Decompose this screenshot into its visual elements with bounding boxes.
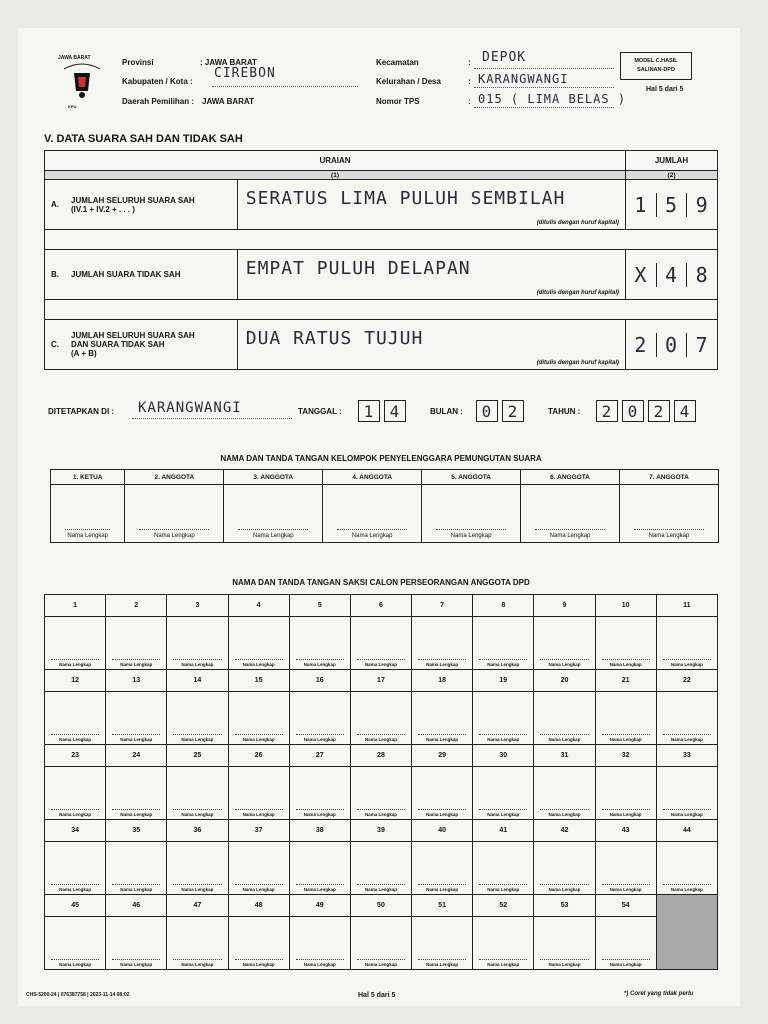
saksi-sign-cell[interactable] [167, 917, 228, 970]
row-c-digit-3[interactable]: 7 [695, 332, 709, 357]
saksi-number: 14 [167, 670, 228, 692]
saksi-sign-cell[interactable] [656, 617, 717, 670]
nama-lengkap-label: Nama Lengkap [181, 662, 214, 667]
kelurahan-value: KARANGWANGI [478, 72, 569, 86]
kabupaten-label: Kabupaten / Kota : [122, 77, 193, 86]
saksi-number: 38 [289, 820, 350, 842]
kpps-sign-5[interactable] [422, 485, 521, 543]
suara-table [44, 150, 718, 370]
nama-lengkap-label: Nama Lengkap [426, 887, 459, 892]
nama-lengkap-label: Nama Lengkap [181, 887, 214, 892]
row-a-label [45, 180, 238, 230]
nama-lengkap-label: Nama Lengkap [487, 737, 520, 742]
saksi-sign-cell[interactable] [595, 692, 656, 745]
row-b-digits [626, 250, 718, 300]
row-c-note: (ditulis dengan huruf kapital) [536, 360, 620, 366]
row-b-digit-3[interactable]: 8 [695, 262, 709, 287]
kpps-col-4: 4. ANGGOTA [323, 470, 422, 485]
footer-note: *) Coret yang tidak perlu [624, 991, 694, 997]
nama-lengkap-label: Nama Lengkap [242, 962, 275, 967]
saksi-sign-cell[interactable] [412, 617, 473, 670]
nama-lengkap-label: Nama Lengkap [242, 812, 275, 817]
nama-lengkap-label: Nama Lengkap [609, 737, 642, 742]
footer-page: Hal 5 dari 5 [358, 992, 396, 999]
saksi-sign-cell[interactable] [106, 767, 167, 820]
saksi-sign-cell[interactable] [534, 692, 595, 745]
nama-lengkap-label: Nama Lengkap [59, 737, 92, 742]
row-c-words-field[interactable] [237, 320, 625, 370]
saksi-sign-cell[interactable] [412, 692, 473, 745]
nama-lengkap-label: Nama Lengkap [487, 812, 520, 817]
saksi-number: 39 [350, 820, 411, 842]
saksi-sign-cell[interactable] [289, 767, 350, 820]
saksi-number: 19 [473, 670, 534, 692]
kelurahan-label: Kelurahan / Desa [376, 77, 441, 86]
saksi-number: 22 [656, 670, 717, 692]
row-b-words-field[interactable] [237, 250, 625, 300]
row-a-digit-3[interactable]: 9 [695, 192, 709, 217]
nama-lengkap-label: Nama Lengkap [670, 737, 703, 742]
saksi-sign-cell[interactable] [595, 767, 656, 820]
saksi-sign-cell[interactable] [350, 617, 411, 670]
saksi-sign-cell[interactable] [167, 842, 228, 895]
form-page [18, 28, 740, 1006]
row-c-label [45, 320, 238, 370]
row-c-letter: C. [51, 339, 59, 349]
row-b [45, 250, 718, 300]
saksi-number: 23 [45, 745, 106, 767]
bulan-digit-2[interactable]: 2 [502, 400, 524, 422]
saksi-number: 52 [473, 895, 534, 917]
nama-lengkap-label: Nama Lengkap [364, 812, 397, 817]
kecamatan-label: Kecamatan [376, 58, 419, 67]
nama-lengkap-label: Nama Lengkap [59, 962, 92, 967]
saksi-number: 48 [228, 895, 289, 917]
saksi-sign-cell[interactable] [228, 842, 289, 895]
row-b-label-1: JUMLAH SUARA TIDAK SAH [71, 270, 181, 279]
nama-lengkap-label: Nama Lengkap [548, 812, 581, 817]
saksi-sign-cell[interactable] [45, 617, 106, 670]
provinsi-label: Provinsi [122, 58, 154, 67]
saksi-number: 44 [656, 820, 717, 842]
saksi-sign-cell[interactable] [350, 917, 411, 970]
saksi-number: 13 [106, 670, 167, 692]
kpps-title: NAMA DAN TANDA TANGAN KELOMPOK PENYELENGGARA PEMUNGUTAN SUARA [220, 454, 542, 463]
saksi-sign-cell[interactable] [350, 767, 411, 820]
nama-lengkap-label: Nama Lengkap [242, 737, 275, 742]
ditetapkan-dots [132, 418, 292, 419]
saksi-sign-cell[interactable] [289, 617, 350, 670]
row-c-label-1: JUMLAH SELURUH SUARA SAH [71, 331, 195, 340]
kpps-sign-3[interactable] [224, 485, 323, 543]
tanggal-label: TANGGAL : [298, 407, 342, 416]
section-title: V. DATA SUARA SAH DAN TIDAK SAH [44, 133, 243, 145]
saksi-sign-cell[interactable] [45, 767, 106, 820]
kpps-sign-1[interactable] [51, 485, 125, 543]
saksi-number: 2 [106, 595, 167, 617]
nama-lengkap-label: Nama Lengkap [670, 812, 703, 817]
nama-lengkap-label: Nama Lengkap [303, 737, 336, 742]
saksi-number: 36 [167, 820, 228, 842]
saksi-sign-cell[interactable] [656, 767, 717, 820]
saksi-number: 20 [534, 670, 595, 692]
kpps-sign-4[interactable] [323, 485, 422, 543]
nama-lengkap-label: Nama Lengkap [252, 533, 294, 539]
row-a-letter: A. [51, 199, 59, 209]
tps-colon: : [468, 97, 471, 106]
nama-lengkap-label: Nama Lengkap [364, 662, 397, 667]
saksi-number: 43 [595, 820, 656, 842]
saksi-number: 53 [534, 895, 595, 917]
saksi-number: 7 [412, 595, 473, 617]
saksi-number: 16 [289, 670, 350, 692]
kecamatan-value: DEPOK [482, 50, 527, 65]
saksi-number: 46 [106, 895, 167, 917]
saksi-number: 4 [228, 595, 289, 617]
tahun-digit-4[interactable]: 4 [674, 400, 696, 422]
saksi-sign-cell[interactable] [473, 917, 534, 970]
saksi-number: 33 [656, 745, 717, 767]
kpps-sign-7[interactable] [619, 485, 718, 543]
saksi-sign-cell[interactable] [228, 617, 289, 670]
saksi-sign-cell[interactable] [45, 917, 106, 970]
row-c [45, 320, 718, 370]
saksi-sign-cell[interactable] [534, 917, 595, 970]
saksi-sign-cell[interactable] [412, 917, 473, 970]
nama-lengkap-label: Nama Lengkap [120, 662, 153, 667]
saksi-number: 9 [534, 595, 595, 617]
saksi-sign-cell[interactable] [289, 692, 350, 745]
saksi-sign-cell[interactable] [167, 767, 228, 820]
saksi-sign-cell[interactable] [656, 842, 717, 895]
logo-text-bottom: KPU [68, 104, 77, 109]
saksi-sign-cell[interactable] [45, 692, 106, 745]
nama-lengkap-label: Nama Lengkap [609, 662, 642, 667]
dapil-value: JAWA BARAT [202, 97, 254, 106]
row-c-label-2: DAN SUARA TIDAK SAH [71, 340, 165, 349]
saksi-number: 32 [595, 745, 656, 767]
nama-lengkap-label: Nama Lengkap [548, 962, 581, 967]
saksi-sign-cell[interactable] [534, 617, 595, 670]
col-sub-2: (2) [626, 171, 718, 180]
saksi-sign-cell[interactable] [473, 842, 534, 895]
gap-row [45, 300, 718, 320]
row-b-digit-2[interactable]: 4 [657, 263, 688, 287]
saksi-sign-cell[interactable] [534, 767, 595, 820]
row-c-digits [626, 320, 718, 370]
row-b-digit-1[interactable]: X [626, 263, 657, 287]
nama-lengkap-label: Nama Lengkap [59, 887, 92, 892]
saksi-number: 21 [595, 670, 656, 692]
saksi-number: 8 [473, 595, 534, 617]
row-c-digit-1[interactable]: 2 [626, 333, 657, 357]
kpps-col-3: 3. ANGGOTA [224, 470, 323, 485]
col-uraian: URAIAN [45, 151, 626, 171]
nama-lengkap-label: Nama Lengkap [59, 812, 92, 817]
saksi-number: 15 [228, 670, 289, 692]
col-sub-1: (1) [45, 171, 626, 180]
saksi-number: 42 [534, 820, 595, 842]
model-line-2: SALINAN-DPD [637, 67, 675, 73]
footer-code: CHS-5200-24 | 076387758 | 2023-11-14 08:02 [26, 992, 130, 998]
saksi-number: 24 [106, 745, 167, 767]
saksi-number: 25 [167, 745, 228, 767]
saksi-sign-cell[interactable] [228, 917, 289, 970]
row-a-note: (ditulis dengan huruf kapital) [536, 220, 620, 226]
saksi-number: 31 [534, 745, 595, 767]
nama-lengkap-label: Nama Lengkap [120, 887, 153, 892]
nama-lengkap-label: Nama Lengkap [648, 533, 690, 539]
kpps-col-6: 6. ANGGOTA [521, 470, 620, 485]
row-b-label [45, 250, 238, 300]
saksi-number: 1 [45, 595, 106, 617]
nama-lengkap-label: Nama Lengkap [450, 533, 492, 539]
row-b-note: (ditulis dengan huruf kapital) [536, 290, 620, 296]
nama-lengkap-label: Nama Lengkap [242, 662, 275, 667]
saksi-number: 47 [167, 895, 228, 917]
row-c-words: DUA RATUS TUJUH [245, 328, 424, 349]
row-c-label-3: (A + B) [71, 349, 97, 358]
tanggal-digit-1[interactable]: 1 [358, 400, 380, 422]
saksi-sign-cell[interactable] [350, 842, 411, 895]
nama-lengkap-label: Nama Lengkap [120, 812, 153, 817]
saksi-title: NAMA DAN TANDA TANGAN SAKSI CALON PERSEORANGAN ANGGOTA DPD [232, 578, 530, 587]
saksi-sign-cell[interactable] [289, 842, 350, 895]
row-a-label-1: JUMLAH SELURUH SUARA SAH [71, 195, 195, 205]
saksi-number: 12 [45, 670, 106, 692]
nama-lengkap-label: Nama Lengkap [426, 662, 459, 667]
saksi-sign-cell[interactable] [167, 617, 228, 670]
tahun-digit-1[interactable]: 2 [596, 400, 618, 422]
nama-lengkap-label: Nama Lengkap [364, 737, 397, 742]
nama-lengkap-label: Nama Lengkap [303, 887, 336, 892]
nama-lengkap-label: Nama Lengkap [303, 662, 336, 667]
nama-lengkap-label: Nama Lengkap [67, 533, 109, 539]
saksi-sign-cell[interactable] [228, 692, 289, 745]
saksi-unused-cell [656, 895, 717, 970]
model-line-1: MODEL C.HASIL [634, 58, 678, 64]
kpps-col-1: 1. KETUA [51, 470, 125, 485]
nama-lengkap-label: Nama Lengkap [426, 737, 459, 742]
saksi-number: 34 [45, 820, 106, 842]
saksi-number: 45 [45, 895, 106, 917]
saksi-number: 37 [228, 820, 289, 842]
col-jumlah: JUMLAH [626, 151, 718, 171]
kecamatan-colon: : [468, 58, 471, 67]
saksi-number: 51 [412, 895, 473, 917]
logo-text-top: JAWA BARAT [58, 55, 91, 61]
nama-lengkap-label: Nama Lengkap [364, 887, 397, 892]
saksi-number: 50 [350, 895, 411, 917]
nama-lengkap-label: Nama Lengkap [153, 533, 195, 539]
nama-lengkap-label: Nama Lengkap [426, 962, 459, 967]
nama-lengkap-label: Nama Lengkap [548, 662, 581, 667]
saksi-sign-cell[interactable] [228, 767, 289, 820]
nama-lengkap-label: Nama Lengkap [181, 737, 214, 742]
nama-lengkap-label: Nama Lengkap [59, 662, 92, 667]
nama-lengkap-label: Nama Lengkap [487, 662, 520, 667]
nama-lengkap-label: Nama Lengkap [181, 812, 214, 817]
nama-lengkap-label: Nama Lengkap [670, 662, 703, 667]
kpps-col-7: 7. ANGGOTA [619, 470, 718, 485]
tanggal-digit-2[interactable]: 4 [384, 400, 406, 422]
kpps-sign-2[interactable] [125, 485, 224, 543]
nama-lengkap-label: Nama Lengkap [670, 887, 703, 892]
provinsi-value: : JAWA BARAT [200, 58, 257, 67]
saksi-sign-cell[interactable] [106, 692, 167, 745]
saksi-sign-cell[interactable] [595, 842, 656, 895]
saksi-sign-cell[interactable] [412, 842, 473, 895]
nama-lengkap-label: Nama Lengkap [609, 812, 642, 817]
dapil-label: Daerah Pemilihan : [122, 97, 195, 106]
saksi-sign-cell[interactable] [350, 692, 411, 745]
kabupaten-dots [212, 86, 358, 87]
saksi-sign-cell[interactable] [595, 617, 656, 670]
saksi-table [44, 594, 718, 970]
nama-lengkap-label: Nama Lengkap [303, 812, 336, 817]
saksi-number: 3 [167, 595, 228, 617]
tps-value: 015 ( LIMA BELAS ) [478, 92, 627, 106]
nama-lengkap-label: Nama Lengkap [548, 737, 581, 742]
row-a-label-2: (IV.1 + IV.2 + . . . ) [71, 204, 135, 214]
tahun-digit-2[interactable]: 0 [622, 400, 644, 422]
saksi-sign-cell[interactable] [106, 617, 167, 670]
page-number-top: Hal 5 dari 5 [646, 86, 684, 93]
model-box [620, 52, 692, 80]
nama-lengkap-label: Nama Lengkap [120, 737, 153, 742]
row-a [45, 180, 718, 230]
row-b-words: EMPAT PULUH DELAPAN [245, 258, 471, 279]
saksi-sign-cell[interactable] [45, 842, 106, 895]
nama-lengkap-label: Nama Lengkap [548, 887, 581, 892]
saksi-number: 10 [595, 595, 656, 617]
saksi-number: 18 [412, 670, 473, 692]
saksi-number: 41 [473, 820, 534, 842]
ditetapkan-place[interactable]: KARANGWANGI [138, 400, 242, 416]
kecamatan-dots [474, 68, 614, 69]
saksi-number: 11 [656, 595, 717, 617]
tps-dots [474, 107, 614, 108]
saksi-sign-cell[interactable] [473, 692, 534, 745]
saksi-number: 29 [412, 745, 473, 767]
row-b-letter: B. [51, 270, 59, 279]
nama-lengkap-label: Nama Lengkap [242, 887, 275, 892]
nama-lengkap-label: Nama Lengkap [487, 962, 520, 967]
row-a-words: SERATUS LIMA PULUH SEMBILAH [245, 188, 566, 209]
saksi-number: 49 [289, 895, 350, 917]
gap-row [45, 230, 718, 250]
nama-lengkap-label: Nama Lengkap [549, 533, 591, 539]
saksi-number: 40 [412, 820, 473, 842]
row-a-digit-2[interactable]: 5 [657, 193, 688, 217]
saksi-sign-cell[interactable] [106, 842, 167, 895]
nama-lengkap-label: Nama Lengkap [351, 533, 393, 539]
kpps-table [50, 469, 719, 543]
nama-lengkap-label: Nama Lengkap [120, 962, 153, 967]
saksi-number: 35 [106, 820, 167, 842]
kpps-col-5: 5. ANGGOTA [422, 470, 521, 485]
ditetapkan-label: DITETAPKAN DI : [48, 407, 115, 416]
kpps-sign-6[interactable] [521, 485, 620, 543]
nama-lengkap-label: Nama Lengkap [303, 962, 336, 967]
saksi-sign-cell[interactable] [656, 692, 717, 745]
row-a-digit-1[interactable]: 1 [626, 193, 657, 217]
nama-lengkap-label: Nama Lengkap [609, 962, 642, 967]
kelurahan-dots [474, 87, 614, 88]
saksi-sign-cell[interactable] [473, 617, 534, 670]
saksi-number: 54 [595, 895, 656, 917]
saksi-sign-cell[interactable] [595, 917, 656, 970]
saksi-sign-cell[interactable] [534, 842, 595, 895]
saksi-sign-cell[interactable] [412, 767, 473, 820]
saksi-number: 28 [350, 745, 411, 767]
row-c-digit-2[interactable]: 0 [657, 333, 688, 357]
kpu-logo-icon [56, 55, 108, 107]
saksi-number: 5 [289, 595, 350, 617]
kpps-col-2: 2. ANGGOTA [125, 470, 224, 485]
saksi-sign-cell[interactable] [167, 692, 228, 745]
saksi-number: 6 [350, 595, 411, 617]
nama-lengkap-label: Nama Lengkap [609, 887, 642, 892]
saksi-number: 30 [473, 745, 534, 767]
saksi-sign-cell[interactable] [106, 917, 167, 970]
tahun-label: TAHUN : [548, 407, 581, 416]
bulan-digit-1[interactable]: 0 [476, 400, 498, 422]
saksi-number: 26 [228, 745, 289, 767]
kelurahan-colon: : [468, 77, 471, 86]
bulan-label: BULAN : [430, 407, 463, 416]
row-a-words-field[interactable] [237, 180, 625, 230]
saksi-number: 17 [350, 670, 411, 692]
tps-label: Nomor TPS [376, 97, 420, 106]
nama-lengkap-label: Nama Lengkap [487, 887, 520, 892]
tahun-digit-3[interactable]: 2 [648, 400, 670, 422]
saksi-sign-cell[interactable] [289, 917, 350, 970]
row-a-digits [626, 180, 718, 230]
saksi-sign-cell[interactable] [473, 767, 534, 820]
nama-lengkap-label: Nama Lengkap [364, 962, 397, 967]
saksi-number: 27 [289, 745, 350, 767]
nama-lengkap-label: Nama Lengkap [426, 812, 459, 817]
nama-lengkap-label: Nama Lengkap [181, 962, 214, 967]
kabupaten-value: CIREBON [214, 66, 276, 81]
